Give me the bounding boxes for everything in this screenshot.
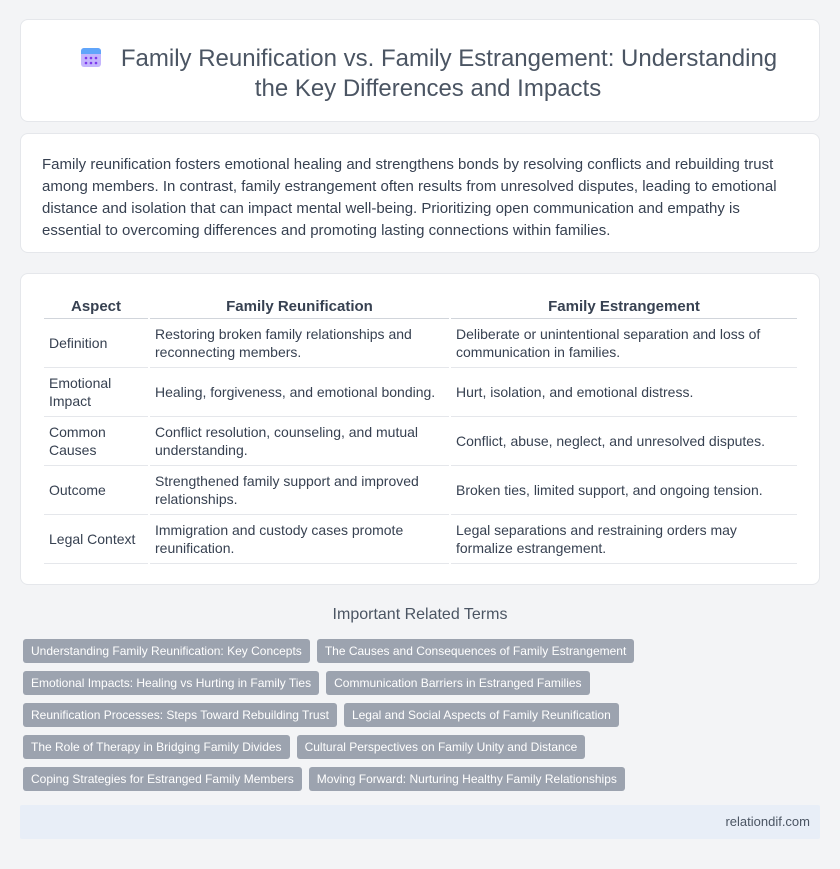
cell-aspect: Outcome [44,466,148,515]
table-header-row [44,295,797,319]
tag-row [23,767,633,791]
related-term-tag[interactable]: Moving Forward: Nurturing Healthy Family Relationships [309,767,625,791]
related-term-tag[interactable]: The Role of Therapy in Bridging Family Divides [23,735,290,759]
table-row [44,417,797,466]
cell-reunification: Strengthened family support and improved relationships. [150,466,449,515]
header-aspect: Aspect [44,295,148,319]
cell-estrangement: Broken ties, limited support, and ongoing tension. [451,466,797,515]
cell-reunification: Restoring broken family relationships and reconnecting members. [150,319,449,368]
cell-estrangement: Conflict, abuse, neglect, and unresolved disputes. [451,417,797,466]
table-row [44,466,797,515]
tag-row [23,639,633,663]
table-row [44,319,797,368]
cell-reunification: Immigration and custody cases promote reunification. [150,515,449,564]
tag-row [23,671,633,695]
intro-paragraph: Family reunification fosters emotional healing and strengthens bonds by resolving conflicts and rebuilding trust among members. In contrast, family estrangement often results from unresolved disputes, leading to emotional distance and isolation that can impact mental well-being. Prioritizing open communication and empathy is essential to overcoming differences and promoting lasting connections within families. [42,156,777,239]
comparison-table [42,295,799,564]
table-row [44,515,797,564]
related-terms-title: Important Related Terms [332,606,508,623]
cell-reunification: Conflict resolution, counseling, and mutual understanding. [150,417,449,466]
related-term-tag[interactable]: Understanding Family Reunification: Key Concepts [23,639,310,663]
related-terms-list [23,639,633,799]
related-term-tag[interactable]: Coping Strategies for Estranged Family Members [23,767,302,791]
cell-estrangement: Legal separations and restraining orders may formalize estrangement. [451,515,797,564]
footer [20,805,820,839]
cell-reunification: Healing, forgiveness, and emotional bonding. [150,368,449,417]
related-term-tag[interactable]: Reunification Processes: Steps Toward Rebuilding Trust [23,703,337,727]
related-term-tag[interactable]: Communication Barriers in Estranged Families [326,671,589,695]
table-row [44,368,797,417]
cell-aspect: Emotional Impact [44,368,148,417]
header-reunification: Family Reunification [150,295,449,319]
calendar-icon [79,45,103,69]
header-card [20,19,820,122]
cell-estrangement: Deliberate or unintentional separation and loss of communication in families. [451,319,797,368]
page-title-text: Family Reunification vs. Family Estrangement: Understanding the Key Differences and Impacts [120,45,778,102]
tag-row [23,735,633,759]
related-term-tag[interactable]: Emotional Impacts: Healing vs Hurting in Family Ties [23,671,319,695]
related-term-tag[interactable]: The Causes and Consequences of Family Estrangement [317,639,635,663]
cell-aspect: Common Causes [44,417,148,466]
comparison-card [20,273,820,585]
related-term-tag[interactable]: Cultural Perspectives on Family Unity and Distance [297,735,586,759]
page-title [61,44,795,104]
header-estrangement: Family Estrangement [451,295,797,319]
tag-row [23,703,633,727]
cell-aspect: Definition [44,319,148,368]
related-term-tag[interactable]: Legal and Social Aspects of Family Reunification [344,703,619,727]
cell-estrangement: Hurt, isolation, and emotional distress. [451,368,797,417]
site-link[interactable]: relationdif.com [725,814,810,829]
intro-card [20,133,820,253]
cell-aspect: Legal Context [44,515,148,564]
